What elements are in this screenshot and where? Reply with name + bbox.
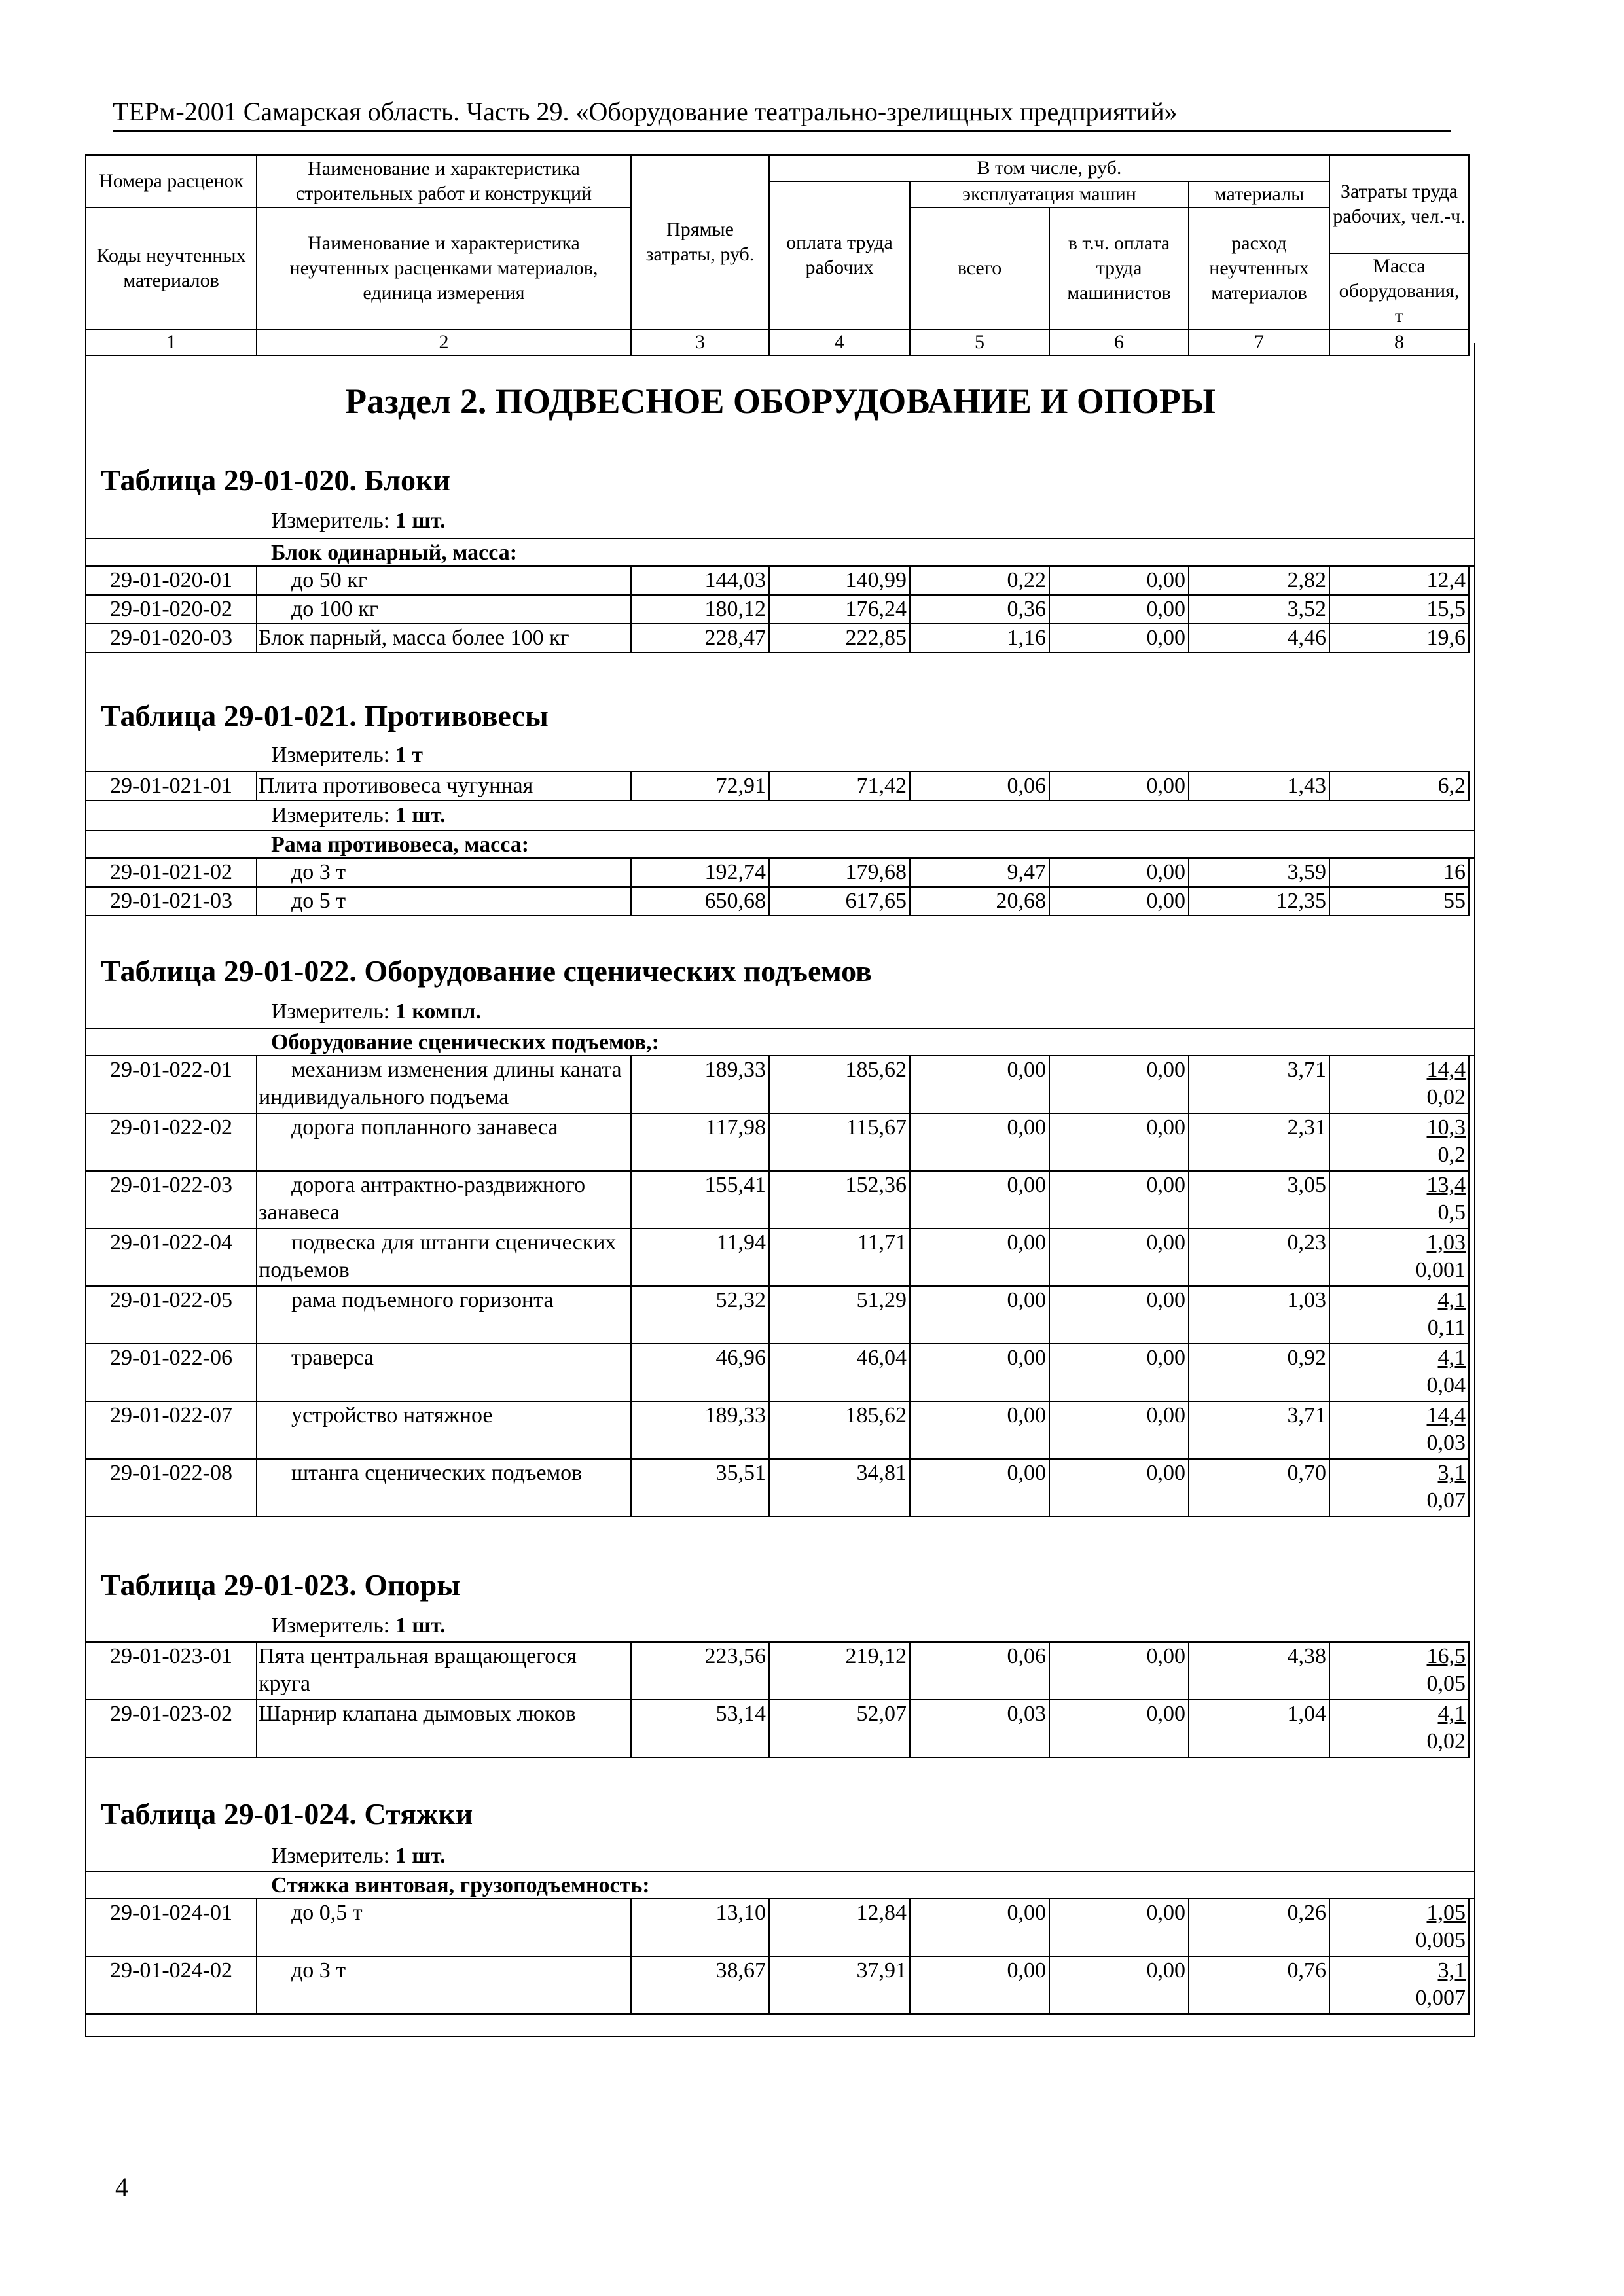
table-title: Таблица 29-01-022. Оборудование сценических подъемов [101,954,872,988]
operator-pay: 0,00 [1049,1344,1189,1401]
materials: 0,23 [1189,1229,1329,1286]
operator-pay: 0,00 [1049,1642,1189,1700]
rate-code: 29-01-023-02 [86,1700,257,1757]
rate-code: 29-01-022-01 [86,1056,257,1113]
running-header: ТЕРм-2001 Самарская область. Часть 29. «Оборудование театрально-зрелищных предприятий» [113,96,1451,132]
operator-pay: 0,00 [1049,1113,1189,1171]
rate-code: 29-01-020-03 [86,624,257,653]
operator-pay: 0,00 [1049,1401,1189,1459]
worker-pay: 52,07 [769,1700,910,1757]
labor-costs: 55 [1443,889,1466,913]
col-number: 2 [257,329,631,355]
table-row [86,1113,1469,1171]
labor-costs: 4,1 [1437,1702,1466,1726]
labor-cell [1329,1113,1469,1171]
rate-name: Блок парный, масса более 100 кг [257,624,631,653]
machine-total: 0,00 [910,1286,1049,1344]
labor-cell [1329,1171,1469,1229]
worker-pay: 176,24 [769,595,910,624]
hdr-name-materials: Наименование и характеристика неучтенных расценками материалов, единица измерения [257,207,631,329]
labor-cell [1329,1899,1469,1956]
table-row [86,1286,1469,1344]
labor-cell [1329,1956,1469,2014]
equipment-mass: 0,005 [1415,1928,1466,1952]
col-number: 1 [86,329,257,355]
rate-name: до 3 т [257,858,631,887]
equipment-mass: 0,05 [1426,1672,1466,1696]
col-number: 5 [910,329,1049,355]
labor-costs: 16 [1443,860,1466,884]
direct-costs: 13,10 [631,1899,769,1956]
materials: 4,46 [1189,624,1329,653]
operator-pay: 0,00 [1049,887,1189,916]
equipment-mass: 0,04 [1426,1373,1466,1397]
rate-name: Шарнир клапана дымовых люков [257,1700,631,1757]
rate-name: Пята центральная вращающегося круга [257,1642,631,1700]
direct-costs: 189,33 [631,1056,769,1113]
rate-name: рама подъемного горизонта [257,1286,631,1344]
materials: 4,38 [1189,1642,1329,1700]
rate-name: до 100 кг [257,595,631,624]
rate-code: 29-01-024-01 [86,1899,257,1956]
operator-pay: 0,00 [1049,1171,1189,1229]
measure-label: Измеритель: [271,1613,390,1638]
table-row [86,1956,1469,2014]
machine-total: 0,00 [910,1113,1049,1171]
labor-cell [1329,1642,1469,1700]
direct-costs: 223,56 [631,1642,769,1700]
machine-total: 9,47 [910,858,1049,887]
direct-costs: 72,91 [631,772,769,800]
hdr-operator-pay: в т.ч. оплата труда машинистов [1049,207,1189,329]
rates-table [85,565,1470,653]
labor-costs: 19,6 [1426,626,1466,650]
machine-total: 0,00 [910,1401,1049,1459]
labor-cell [1329,1700,1469,1757]
materials: 1,04 [1189,1700,1329,1757]
hdr-unaccounted-consumption: расход неучтенных материалов [1189,207,1329,329]
direct-costs: 228,47 [631,624,769,653]
operator-pay: 0,00 [1049,624,1189,653]
rates-table [85,857,1470,916]
rate-code: 29-01-022-03 [86,1171,257,1229]
measure-value: 1 шт. [395,509,446,533]
labor-costs: 14,4 [1426,1058,1466,1082]
machine-total: 0,06 [910,772,1049,800]
labor-costs: 1,05 [1426,1901,1466,1925]
machine-total: 0,00 [910,1956,1049,2014]
table-row [86,1459,1469,1516]
worker-pay: 222,85 [769,624,910,653]
col-number: 3 [631,329,769,355]
worker-pay: 71,42 [769,772,910,800]
worker-pay: 11,71 [769,1229,910,1286]
machine-total: 0,00 [910,1229,1049,1286]
measure-line [271,801,446,830]
machine-total: 0,22 [910,566,1049,595]
rates-table [85,1055,1470,1517]
page-number: 4 [115,2172,128,2202]
rate-name: штанга сценических подъемов [257,1459,631,1516]
worker-pay: 219,12 [769,1642,910,1700]
group-heading: Стяжка винтовая, грузоподъемность: [85,1871,1475,1899]
rate-code: 29-01-020-02 [86,595,257,624]
direct-costs: 11,94 [631,1229,769,1286]
direct-costs: 180,12 [631,595,769,624]
table-row [86,1344,1469,1401]
table-title: Таблица 29-01-021. Противовесы [101,699,549,732]
measure-line [271,507,446,535]
group-heading: Рама противовеса, масса: [85,830,1475,859]
labor-cell [1329,1229,1469,1286]
measure-label: Измеритель: [271,509,390,533]
worker-pay: 152,36 [769,1171,910,1229]
rate-code: 29-01-022-08 [86,1459,257,1516]
labor-costs: 6,2 [1437,774,1466,798]
col-number: 8 [1329,329,1469,355]
hdr-machine-total: всего [910,207,1049,329]
labor-costs: 12,4 [1426,568,1466,592]
measure-value: 1 шт. [395,803,446,827]
operator-pay: 0,00 [1049,1700,1189,1757]
measure-line [271,741,423,770]
table-row [86,1229,1469,1286]
labor-cell [1329,1344,1469,1401]
col-number: 6 [1049,329,1189,355]
table-row [86,1899,1469,1956]
direct-costs: 155,41 [631,1171,769,1229]
labor-costs: 1,03 [1426,1230,1466,1255]
table-row [86,595,1469,624]
rate-code: 29-01-021-02 [86,858,257,887]
column-header-table [85,154,1470,356]
machine-total: 0,00 [910,1459,1049,1516]
labor-cell [1329,772,1469,800]
operator-pay: 0,00 [1049,566,1189,595]
direct-costs: 650,68 [631,887,769,916]
rate-code: 29-01-022-07 [86,1401,257,1459]
rate-name: механизм изменения длины каната индивидуального подъема [257,1056,631,1113]
hdr-materials: материалы [1189,181,1329,207]
measure-label: Измеритель: [271,999,390,1024]
rates-table [85,1898,1470,2015]
rate-name: Плита противовеса чугунная [257,772,631,800]
labor-cell [1329,1401,1469,1459]
rate-code: 29-01-020-01 [86,566,257,595]
direct-costs: 144,03 [631,566,769,595]
section-title: Раздел 2. ПОДВЕСНОЕ ОБОРУДОВАНИЕ И ОПОРЫ [345,382,1216,421]
labor-costs: 16,5 [1426,1644,1466,1668]
labor-cell [1329,1459,1469,1516]
equipment-mass: 0,02 [1426,1085,1466,1109]
rates-table [85,771,1470,801]
operator-pay: 0,00 [1049,1229,1189,1286]
materials: 3,05 [1189,1171,1329,1229]
direct-costs: 52,32 [631,1286,769,1344]
table-row [86,624,1469,653]
direct-costs: 38,67 [631,1956,769,2014]
hdr-labor: Затраты труда рабочих, чел.-ч. [1329,155,1469,253]
measure-label: Измеритель: [271,1844,390,1868]
materials: 3,71 [1189,1056,1329,1113]
col-number: 7 [1189,329,1329,355]
labor-costs: 4,1 [1437,1346,1466,1370]
table-row [86,1056,1469,1113]
machine-total: 20,68 [910,887,1049,916]
rate-code: 29-01-022-06 [86,1344,257,1401]
materials: 3,59 [1189,858,1329,887]
worker-pay: 34,81 [769,1459,910,1516]
materials: 1,03 [1189,1286,1329,1344]
rate-name: траверса [257,1344,631,1401]
labor-cell [1329,887,1469,916]
equipment-mass: 0,11 [1427,1316,1466,1340]
group-heading: Блок одинарный, масса: [85,538,1475,567]
hdr-equipment-mass: Масса оборудования, т [1329,253,1469,329]
col-number: 4 [769,329,910,355]
worker-pay: 12,84 [769,1899,910,1956]
labor-cell [1329,858,1469,887]
measure-value: 1 шт. [395,1844,446,1868]
labor-costs: 4,1 [1437,1288,1466,1312]
worker-pay: 37,91 [769,1956,910,2014]
rate-name: подвеска для штанги сценических подъемов [257,1229,631,1286]
machine-total: 0,03 [910,1700,1049,1757]
operator-pay: 0,00 [1049,595,1189,624]
equipment-mass: 0,07 [1426,1488,1466,1513]
hdr-direct-costs: Прямые затраты, руб. [631,155,769,329]
materials: 0,76 [1189,1956,1329,2014]
rate-code: 29-01-024-02 [86,1956,257,2014]
direct-costs: 53,14 [631,1700,769,1757]
materials: 0,70 [1189,1459,1329,1516]
direct-costs: 189,33 [631,1401,769,1459]
measure-label: Измеритель: [271,743,390,767]
rate-name: до 0,5 т [257,1899,631,1956]
table-title: Таблица 29-01-020. Блоки [101,463,450,497]
materials: 3,52 [1189,595,1329,624]
direct-costs: 35,51 [631,1459,769,1516]
labor-costs: 3,1 [1437,1958,1466,1982]
operator-pay: 0,00 [1049,858,1189,887]
hdr-rate-numbers: Номера расценок [86,155,257,207]
direct-costs: 192,74 [631,858,769,887]
group-heading: Оборудование сценических подъемов,: [85,1028,1475,1056]
rate-code: 29-01-022-04 [86,1229,257,1286]
operator-pay: 0,00 [1049,1286,1189,1344]
rate-code: 29-01-021-03 [86,887,257,916]
hdr-unaccounted-codes: Коды неучтенных материалов [86,207,257,329]
machine-total: 0,00 [910,1056,1049,1113]
materials: 1,43 [1189,772,1329,800]
table-row [86,1401,1469,1459]
table-title: Таблица 29-01-024. Стяжки [101,1797,473,1831]
measure-value: 1 компл. [395,999,482,1024]
measure-value: 1 т [395,743,423,767]
measure-line [271,997,481,1026]
machine-total: 0,00 [910,1171,1049,1229]
labor-costs: 14,4 [1426,1403,1466,1427]
worker-pay: 140,99 [769,566,910,595]
worker-pay: 179,68 [769,858,910,887]
hdr-machine-operation: эксплуатация машин [910,181,1189,207]
labor-cell [1329,1286,1469,1344]
labor-costs: 3,1 [1437,1461,1466,1485]
table-row [86,1700,1469,1757]
materials: 12,35 [1189,887,1329,916]
worker-pay: 185,62 [769,1056,910,1113]
materials: 2,31 [1189,1113,1329,1171]
labor-cell [1329,595,1469,624]
equipment-mass: 0,02 [1426,1729,1466,1753]
equipment-mass: 0,5 [1437,1200,1466,1225]
labor-costs: 13,4 [1426,1173,1466,1197]
labor-cell [1329,566,1469,595]
hdr-including: В том числе, руб. [769,155,1329,181]
operator-pay: 0,00 [1049,1056,1189,1113]
labor-cell [1329,624,1469,653]
rate-code: 29-01-022-05 [86,1286,257,1344]
worker-pay: 51,29 [769,1286,910,1344]
equipment-mass: 0,03 [1426,1431,1466,1455]
equipment-mass: 0,2 [1437,1143,1466,1167]
rate-code: 29-01-022-02 [86,1113,257,1171]
worker-pay: 617,65 [769,887,910,916]
section-body [85,343,1475,2037]
measure-line [271,1611,446,1640]
table-row [86,887,1469,916]
materials: 0,26 [1189,1899,1329,1956]
machine-total: 0,00 [910,1344,1049,1401]
direct-costs: 46,96 [631,1344,769,1401]
labor-costs: 15,5 [1426,597,1466,621]
measure-value: 1 шт. [395,1613,446,1638]
labor-costs: 10,3 [1426,1115,1466,1139]
rate-name: до 5 т [257,887,631,916]
direct-costs: 117,98 [631,1113,769,1171]
rate-name: до 3 т [257,1956,631,2014]
measure-line [271,1842,446,1871]
operator-pay: 0,00 [1049,1956,1189,2014]
rate-code: 29-01-021-01 [86,772,257,800]
rate-code: 29-01-023-01 [86,1642,257,1700]
machine-total: 0,06 [910,1642,1049,1700]
table-row [86,772,1469,800]
worker-pay: 185,62 [769,1401,910,1459]
machine-total: 1,16 [910,624,1049,653]
rate-name: до 50 кг [257,566,631,595]
rate-name: устройство натяжное [257,1401,631,1459]
operator-pay: 0,00 [1049,1899,1189,1956]
worker-pay: 46,04 [769,1344,910,1401]
hdr-worker-pay: оплата труда рабочих [769,181,910,329]
materials: 2,82 [1189,566,1329,595]
labor-cell [1329,1056,1469,1113]
machine-total: 0,36 [910,595,1049,624]
equipment-mass: 0,001 [1415,1258,1466,1282]
table-title: Таблица 29-01-023. Опоры [101,1568,461,1602]
worker-pay: 115,67 [769,1113,910,1171]
equipment-mass: 0,007 [1415,1986,1466,2010]
materials: 3,71 [1189,1401,1329,1459]
table-row [86,566,1469,595]
hdr-name-works: Наименование и характеристика строительных работ и конструкций [257,155,631,207]
table-row [86,1642,1469,1700]
measure-label: Измеритель: [271,803,390,827]
materials: 0,92 [1189,1344,1329,1401]
operator-pay: 0,00 [1049,1459,1189,1516]
table-row [86,1171,1469,1229]
rate-name: дорога попланного занавеса [257,1113,631,1171]
machine-total: 0,00 [910,1899,1049,1956]
operator-pay: 0,00 [1049,772,1189,800]
rates-table [85,1641,1470,1758]
table-row [86,858,1469,887]
rate-name: дорога антрактно-раздвижного занавеса [257,1171,631,1229]
